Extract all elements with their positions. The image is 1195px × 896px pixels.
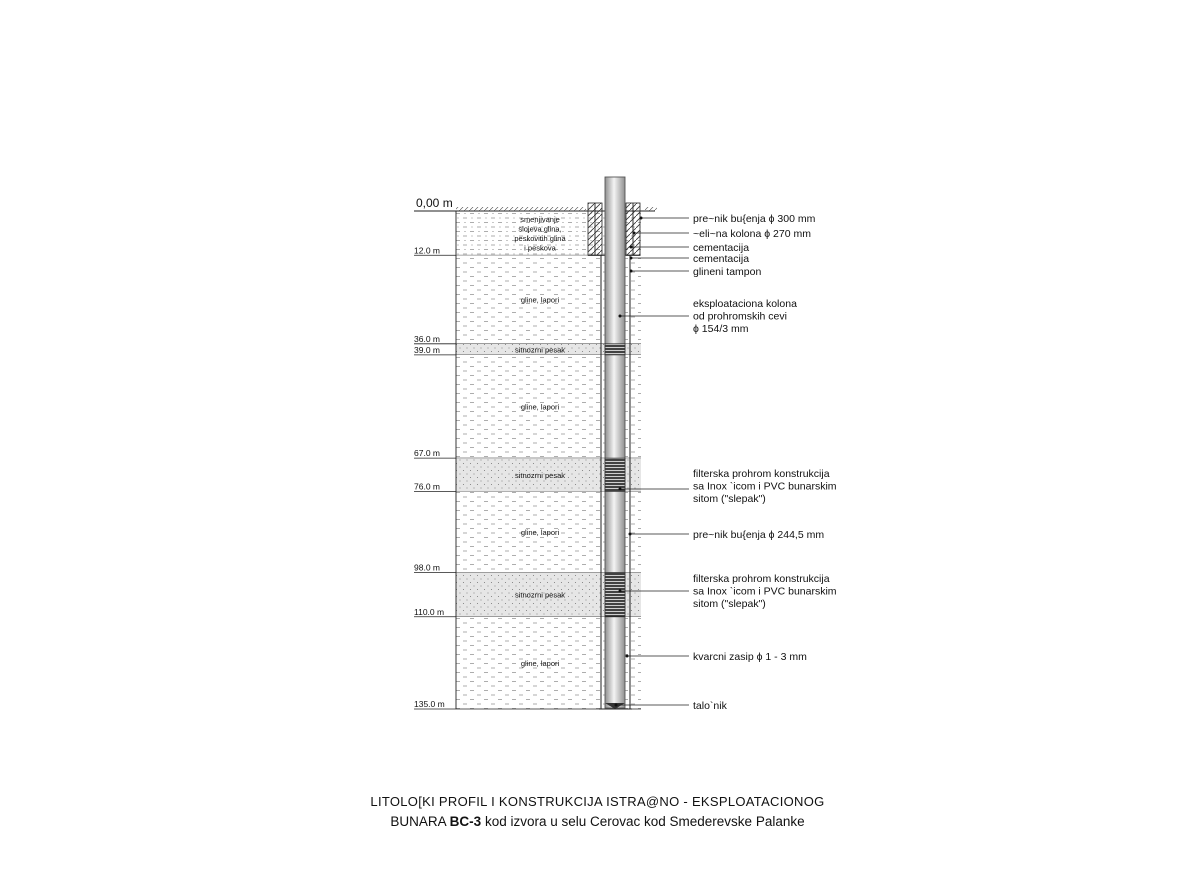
- leader-dot: [630, 257, 633, 260]
- annotations: [615, 213, 837, 712]
- leader-dot: [630, 270, 633, 273]
- leader-dot: [640, 217, 643, 220]
- leader-dot: [633, 232, 636, 235]
- annotation-text: glineni tampon: [693, 266, 762, 278]
- layer-label: sitnozrni pesak: [514, 470, 566, 480]
- annotation-text: filterska prohrom konstrukcija: [693, 573, 830, 585]
- annotation-text: cementacija: [693, 253, 750, 265]
- depth-label: 135.0 m: [414, 699, 445, 709]
- layer-label: gline, lapori: [520, 402, 560, 412]
- ground-hatch-left: [456, 207, 586, 211]
- annotation-text: sitom ("slepak"): [693, 493, 766, 505]
- depth-label: 110.0 m: [414, 606, 445, 617]
- leader-dot: [619, 315, 622, 318]
- filter-screen: [605, 344, 625, 355]
- depth-label: 39.0 m: [414, 344, 440, 355]
- leader-dot: [629, 533, 632, 536]
- annotation-text: sitom ("slepak"): [693, 598, 766, 610]
- leader-dot: [619, 488, 622, 491]
- leader-dot: [630, 246, 633, 249]
- depth-label: 36.0 m: [414, 333, 440, 344]
- leader-dot: [626, 655, 629, 658]
- layer-label: sitnozrni pesak: [514, 590, 566, 600]
- layer-label: i peskova: [524, 243, 556, 253]
- depth-label: 98.0 m: [414, 562, 440, 573]
- caption-well-id: BC-3: [449, 814, 482, 829]
- annotation-text: sa Inox `icom i PVC bunarskim: [693, 585, 837, 598]
- depth-label: 67.0 m: [414, 448, 440, 459]
- depth-labels: [414, 245, 456, 709]
- production-pipe: [605, 177, 625, 708]
- filter-screen: [605, 458, 625, 491]
- caption-prefix: BUNARA: [390, 814, 450, 829]
- annotation-text: eksploataciona kolona: [693, 298, 797, 310]
- caption-suffix: kod izvora u selu Cerovac kod Smederevske Palanke: [481, 814, 805, 829]
- layer-label: sitnozrni pesak: [514, 345, 566, 355]
- annotation-text: kvarcni zasip ϕ 1 - 3 mm: [693, 651, 807, 663]
- annotation-text: pre~nik bu{enja ϕ 300 mm: [693, 213, 816, 225]
- annotation-text: talo`nik: [693, 700, 727, 712]
- annotation-text: sa Inox `icom i PVC bunarskim: [693, 480, 837, 493]
- annotation-text: ~eli~na kolona ϕ 270 mm: [693, 228, 811, 240]
- depth-label: 76.0 m: [414, 481, 440, 492]
- annotation-text: cementacija: [693, 242, 750, 254]
- annotation-text: ϕ 154/3 mm: [693, 323, 749, 335]
- leader-dot: [615, 704, 618, 707]
- layer-label: peskovitih glina: [514, 233, 566, 243]
- caption-line-2: [0, 814, 1195, 829]
- annotation-text: filterska prohrom konstrukcija: [693, 468, 830, 480]
- layer-label: slojeva glina,: [518, 224, 562, 234]
- caption-line-1: LITOLO[KI PROFIL I KONSTRUKCIJA ISTRA@NO - EKSPLOATACIONOG: [370, 794, 825, 809]
- layer-label: gline, lapori: [520, 658, 560, 668]
- layer-label: gline, lapori: [520, 295, 560, 305]
- layer-label: smenjivanje: [520, 214, 560, 224]
- depth-label: 12.0 m: [414, 245, 440, 256]
- layer-label: gline, lapori: [520, 527, 560, 537]
- filter-screen: [605, 573, 625, 617]
- ground-hatch-right: [645, 207, 657, 211]
- leader-dot: [619, 590, 622, 593]
- annotation-text: pre~nik bu{enja ϕ 244,5 mm: [693, 529, 825, 541]
- annotation-text: od prohromskih cevi: [693, 310, 787, 323]
- surface-label: 0,00 m: [416, 196, 453, 210]
